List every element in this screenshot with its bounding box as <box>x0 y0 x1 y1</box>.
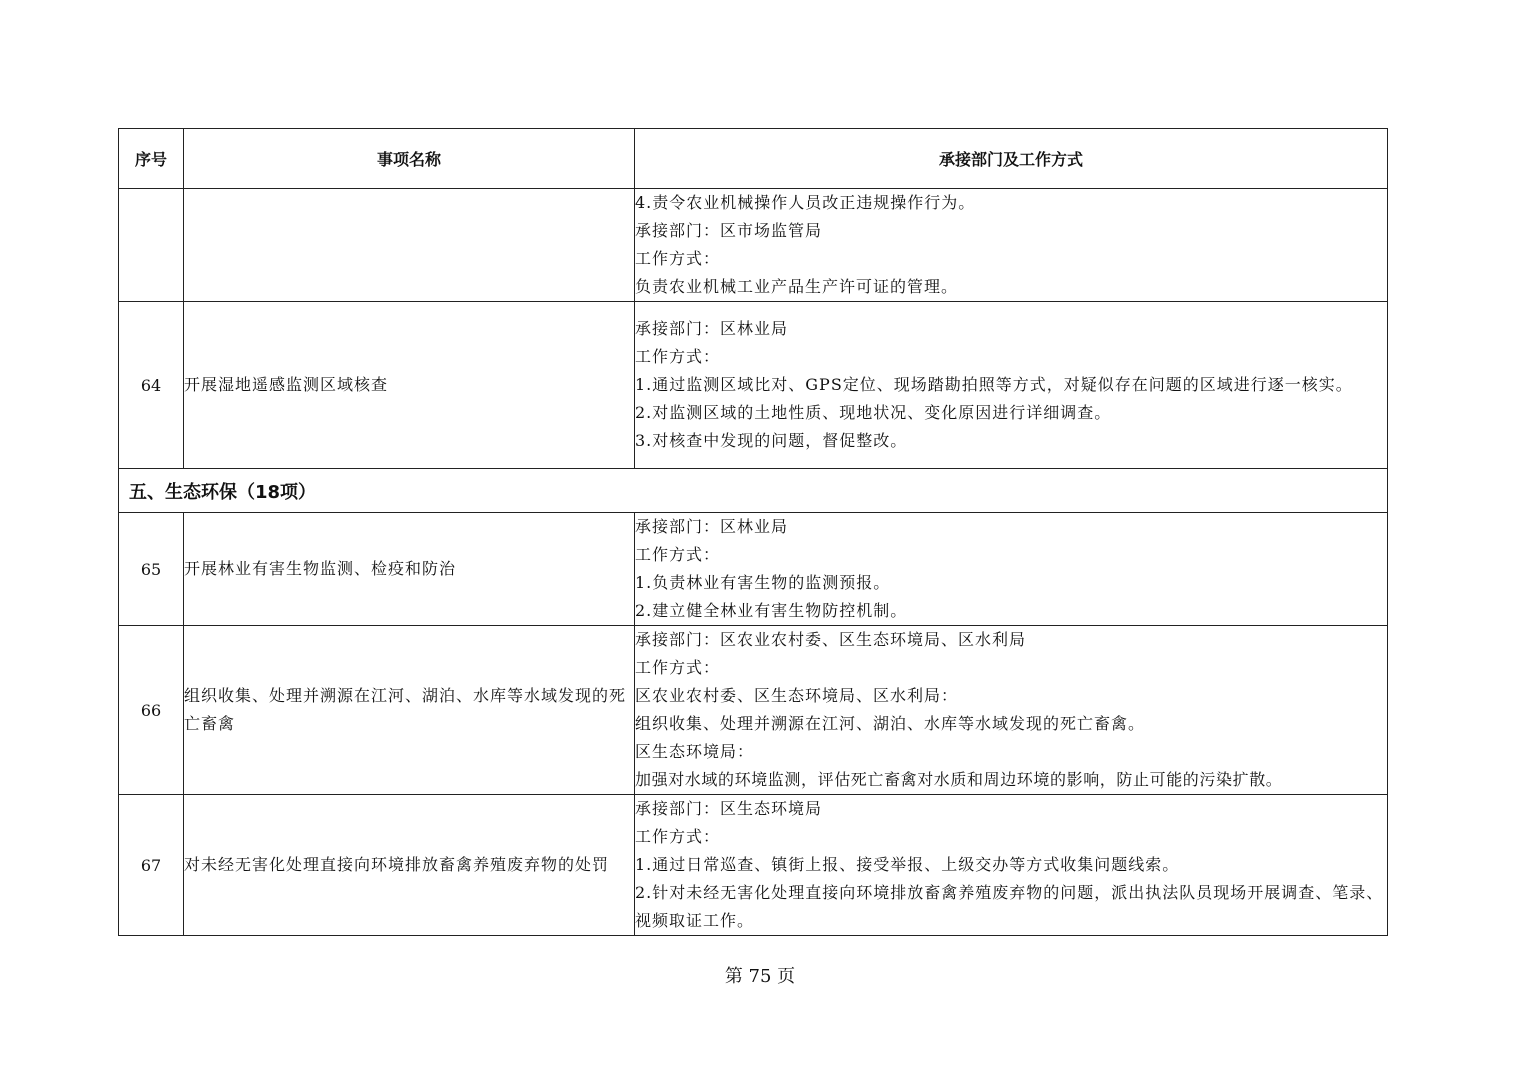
detail-line: 2.针对未经无害化处理直接向环境排放畜禽养殖废弃物的问题，派出执法队员现场开展调查、笔录、视频取证工作。 <box>635 883 1384 930</box>
detail-line: 工作方式： <box>635 658 721 677</box>
detail-line: 2.对监测区域的土地性质、现地状况、变化原因进行详细调查。 <box>635 403 1112 422</box>
detail-line: 工作方式： <box>635 545 721 564</box>
row-detail <box>635 626 1388 795</box>
detail-line: 4.责令农业机械操作人员改正违规操作行为。 <box>635 193 976 212</box>
detail-line: 承接部门：区市场监管局 <box>635 221 823 240</box>
detail-line: 工作方式： <box>635 347 721 366</box>
detail-line: 2.建立健全林业有害生物防控机制。 <box>635 601 908 620</box>
header-no: 序号 <box>119 129 184 189</box>
detail-line: 工作方式： <box>635 827 721 846</box>
detail-line: 承接部门：区生态环境局 <box>635 799 823 818</box>
detail-line: 工作方式： <box>635 249 721 268</box>
row-name: 开展林业有害生物监测、检疫和防治 <box>184 513 635 626</box>
table-header-row <box>119 129 1388 189</box>
section-row <box>119 469 1388 513</box>
row-detail <box>635 302 1388 469</box>
detail-line: 负责农业机械工业产品生产许可证的管理。 <box>635 277 959 296</box>
row-detail <box>635 513 1388 626</box>
row-name: 组织收集、处理并溯源在江河、湖泊、水库等水域发现的死亡畜禽 <box>184 626 635 795</box>
detail-line: 承接部门：区林业局 <box>635 517 789 536</box>
page-number: 第 75 页 <box>724 966 796 987</box>
row-name: 对未经无害化处理直接向环境排放畜禽养殖废弃物的处罚 <box>184 795 635 936</box>
detail-line: 区农业农村委、区生态环境局、区水利局： <box>635 686 959 705</box>
table-row <box>119 513 1388 626</box>
detail-line: 区生态环境局： <box>635 742 755 761</box>
detail-line: 1.通过日常巡查、镇街上报、接受举报、上级交办等方式收集问题线索。 <box>635 855 1180 874</box>
detail-line: 承接部门：区农业农村委、区生态环境局、区水利局 <box>635 630 1027 649</box>
row-name <box>184 189 635 302</box>
row-detail <box>635 189 1388 302</box>
detail-line: 组织收集、处理并溯源在江河、湖泊、水库等水域发现的死亡畜禽。 <box>635 714 1146 733</box>
row-number: 64 <box>119 302 184 469</box>
table-row <box>119 302 1388 469</box>
header-name: 事项名称 <box>184 129 635 189</box>
section-title: 五、生态环保（18项） <box>119 469 1388 513</box>
detail-line: 3.对核查中发现的问题，督促整改。 <box>635 431 908 450</box>
detail-line: 1.负责林业有害生物的监测预报。 <box>635 573 891 592</box>
row-name: 开展湿地遥感监测区域核查 <box>184 302 635 469</box>
row-number <box>119 189 184 302</box>
header-detail: 承接部门及工作方式 <box>635 129 1388 189</box>
detail-line: 承接部门：区林业局 <box>635 319 789 338</box>
detail-line: 1.通过监测区域比对、GPS定位、现场踏勘拍照等方式，对疑似存在问题的区域进行逐一核实。 <box>635 375 1353 394</box>
row-detail <box>635 795 1388 936</box>
row-number: 67 <box>119 795 184 936</box>
table-row <box>119 189 1388 302</box>
detail-line: 加强对水域的环境监测，评估死亡畜禽对水质和周边环境的影响，防止可能的污染扩散。 <box>635 770 1283 789</box>
matters-table <box>118 128 1388 936</box>
table-row <box>119 626 1388 795</box>
row-number: 66 <box>119 626 184 795</box>
row-number: 65 <box>119 513 184 626</box>
table-row <box>119 795 1388 936</box>
